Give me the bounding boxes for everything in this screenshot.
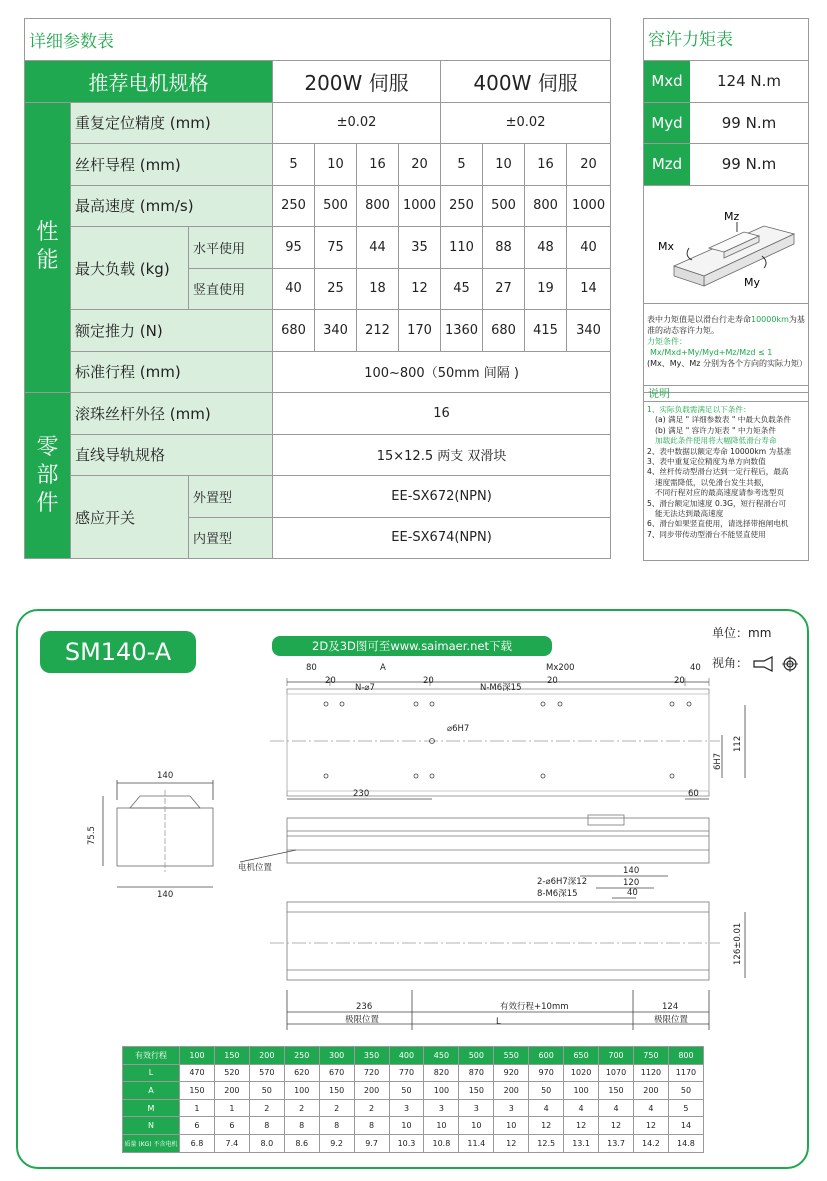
row-label: N <box>123 1117 180 1135</box>
table-cell: 8 <box>284 1117 319 1135</box>
lead-cell: 16 <box>357 144 399 186</box>
dim-60: 60 <box>688 789 699 799</box>
table-cell: 8.0 <box>249 1134 284 1152</box>
speed-cell: 800 <box>357 185 399 227</box>
table-cell: 720 <box>354 1064 389 1082</box>
table-cell: 200 <box>214 1082 249 1100</box>
sensor-int-label: 内置型 <box>189 517 273 559</box>
table-cell: 6 <box>180 1117 215 1135</box>
unit-label: 单位：mm <box>712 626 772 640</box>
hole-m6-b: 8-M6深15 <box>537 889 578 899</box>
stroke-header-cell: 100 <box>180 1047 215 1065</box>
stroke-header-cell: 150 <box>214 1047 249 1065</box>
stroke-header-cell: 600 <box>529 1047 564 1065</box>
stroke-value: 100~800（50mm 间隔 ) <box>273 351 611 393</box>
table-cell: 10.8 <box>424 1134 459 1152</box>
table-cell: 5 <box>668 1099 703 1117</box>
dim-140: 140 <box>157 771 174 781</box>
load_v-cell: 19 <box>525 268 567 310</box>
stroke-header-cell: 350 <box>354 1047 389 1065</box>
row-label: 质量 (KG) 不含电机 <box>123 1134 180 1152</box>
list-item: 能无法达到最高速度 <box>655 509 724 519</box>
dim-230: 230 <box>353 789 370 799</box>
load_h-cell: 35 <box>399 227 441 269</box>
screw-value: 16 <box>273 393 611 435</box>
table-row <box>123 1064 704 1082</box>
thrust-cell: 340 <box>315 310 357 352</box>
table-cell: 100 <box>564 1082 599 1100</box>
lead-cell: 10 <box>483 144 525 186</box>
table-row <box>123 1117 704 1135</box>
table-cell: 820 <box>424 1064 459 1082</box>
table-cell: 670 <box>319 1064 354 1082</box>
motor-400w: 400W 伺服 <box>441 61 611 103</box>
speed-label: 最高速度 (mm/s) <box>71 185 273 227</box>
sensor-label: 感应开关 <box>71 476 189 559</box>
load_h-cell: 48 <box>525 227 567 269</box>
speed-cell: 500 <box>483 185 525 227</box>
my-label: My <box>744 275 761 289</box>
table-cell: 7.4 <box>214 1134 249 1152</box>
limit-left: 极限位置 <box>345 1015 380 1025</box>
table-cell: 10 <box>389 1117 424 1135</box>
table-row <box>123 1134 704 1152</box>
table-cell: 11.4 <box>459 1134 494 1152</box>
table-cell: 12 <box>599 1117 634 1135</box>
dim-6h7: 6H7 <box>713 752 723 770</box>
stroke-header-cell: 550 <box>494 1047 529 1065</box>
thrust-cell: 680 <box>273 310 315 352</box>
table-cell: 1170 <box>668 1064 703 1082</box>
moment-key: Mzd <box>644 144 690 185</box>
dim-120: 120 <box>623 878 640 888</box>
stroke-header-cell: 750 <box>633 1047 668 1065</box>
row-label: M <box>123 1099 180 1117</box>
sensor-ext-value: EE-SX672(NPN) <box>273 476 611 518</box>
load-h-label: 水平使用 <box>189 227 273 269</box>
dim-124: 124 <box>662 1002 679 1012</box>
table-cell: 6.8 <box>180 1134 215 1152</box>
thrust-cell: 340 <box>567 310 611 352</box>
table-cell: 4 <box>564 1099 599 1117</box>
table-cell: 2 <box>319 1099 354 1117</box>
list-item: 1、实际负载需满足以下条件： <box>647 405 751 414</box>
stroke-header-cell: 400 <box>389 1047 424 1065</box>
spec-title: 详细参数表 <box>25 19 611 61</box>
table-cell: 150 <box>459 1082 494 1100</box>
table-cell: 150 <box>180 1082 215 1100</box>
mx-label: Mx <box>658 239 675 253</box>
moment-value: 124 N.m <box>717 72 781 91</box>
table-cell: 12 <box>633 1117 668 1135</box>
load_h-cell: 44 <box>357 227 399 269</box>
load_v-cell: 45 <box>441 268 483 310</box>
speed-cell: 250 <box>273 185 315 227</box>
table-row <box>123 1047 704 1065</box>
thrust-cell: 170 <box>399 310 441 352</box>
load_h-cell: 110 <box>441 227 483 269</box>
table-cell: 12 <box>494 1134 529 1152</box>
dim-a: A <box>380 663 386 673</box>
table-cell: 9.7 <box>354 1134 389 1152</box>
dim-140: 140 <box>157 890 174 900</box>
table-cell: 10 <box>494 1117 529 1135</box>
row-label: L <box>123 1064 180 1082</box>
lead-cell: 16 <box>525 144 567 186</box>
row-label: A <box>123 1082 180 1100</box>
lead-cell: 5 <box>441 144 483 186</box>
table-cell: 8 <box>249 1117 284 1135</box>
rail-label: 直线导轨规格 <box>71 434 273 476</box>
table-cell: 12.5 <box>529 1134 564 1152</box>
limit-right: 极限位置 <box>654 1015 689 1025</box>
table-cell: 50 <box>249 1082 284 1100</box>
stroke-table <box>122 1046 704 1153</box>
table-cell: 1120 <box>633 1064 668 1082</box>
load_v-cell: 40 <box>273 268 315 310</box>
view-label: 视角： <box>712 654 804 672</box>
table-cell: 3 <box>459 1099 494 1117</box>
repeat-label: 重复定位精度 (mm) <box>71 102 273 144</box>
table-cell: 620 <box>284 1064 319 1082</box>
list-item: 加载此条件使用将大幅降低滑台寿命 <box>655 436 777 446</box>
table-cell: 2 <box>354 1099 389 1117</box>
table-cell: 50 <box>668 1082 703 1100</box>
table-cell: 10 <box>424 1117 459 1135</box>
load-v-label: 竖直使用 <box>189 268 273 310</box>
sensor-ext-label: 外置型 <box>189 476 273 518</box>
load_v-cell: 25 <box>315 268 357 310</box>
speed-cell: 1000 <box>399 185 441 227</box>
table-cell: 150 <box>599 1082 634 1100</box>
table-cell: 3 <box>424 1099 459 1117</box>
table-cell: 150 <box>319 1082 354 1100</box>
hole-6h7-b: 2-⌀6H7深12 <box>537 877 588 887</box>
table-cell: 6 <box>214 1117 249 1135</box>
table-cell: 1 <box>214 1099 249 1117</box>
motor-spec-label: 推荐电机规格 <box>25 61 273 103</box>
table-cell: 3 <box>494 1099 529 1117</box>
table-cell: 3 <box>389 1099 424 1117</box>
dim-40: 40 <box>690 663 701 673</box>
section-parts: 零部件 <box>25 393 71 559</box>
motor-200w: 200W 伺服 <box>273 61 441 103</box>
table-cell: 50 <box>389 1082 424 1100</box>
table-cell: 14 <box>668 1117 703 1135</box>
table-cell: 14.8 <box>668 1134 703 1152</box>
table-cell: 200 <box>494 1082 529 1100</box>
table-cell: 970 <box>529 1064 564 1082</box>
table-cell: 870 <box>459 1064 494 1082</box>
dim-75: 75.5 <box>87 826 97 845</box>
table-cell: 10 <box>459 1117 494 1135</box>
list-item: 速度需降低，以免滑台发生共振， <box>655 477 769 487</box>
table-cell: 100 <box>284 1082 319 1100</box>
lead-cell: 5 <box>273 144 315 186</box>
stroke-header-cell: 800 <box>668 1047 703 1065</box>
list-item: 不同行程对应的最高速度请参考选型页 <box>655 488 785 498</box>
stroke-header-cell: 650 <box>564 1047 599 1065</box>
motor-position: 电机位置 <box>238 863 273 873</box>
screw-label: 滚珠丝杆外径 (mm) <box>71 393 273 435</box>
table-cell: 4 <box>633 1099 668 1117</box>
table-cell: 470 <box>180 1064 215 1082</box>
table-cell: 4 <box>529 1099 564 1117</box>
table-cell: 1070 <box>599 1064 634 1082</box>
list-item: (a) 满足 " 详细参数表 " 中最大负载条件 <box>655 415 791 425</box>
lead-cell: 20 <box>567 144 611 186</box>
table-cell: 10.3 <box>389 1134 424 1152</box>
moment-key: Mxd <box>644 61 690 102</box>
table-row <box>123 1082 704 1100</box>
table-cell: 2 <box>249 1099 284 1117</box>
table-cell: 570 <box>249 1064 284 1082</box>
table-cell: 8 <box>319 1117 354 1135</box>
load_v-cell: 18 <box>357 268 399 310</box>
moment-key: Myd <box>644 103 690 144</box>
dim-20: 20 <box>674 676 685 686</box>
moment-title: 容许力矩表 <box>644 19 808 61</box>
stroke-header-cell: 450 <box>424 1047 459 1065</box>
thrust-cell: 415 <box>525 310 567 352</box>
load_v-cell: 27 <box>483 268 525 310</box>
stroke-header-cell: 300 <box>319 1047 354 1065</box>
table-cell: 920 <box>494 1064 529 1082</box>
speed-cell: 500 <box>315 185 357 227</box>
table-cell: 50 <box>529 1082 564 1100</box>
dim-40b: 40 <box>627 888 638 898</box>
table-cell: 200 <box>354 1082 389 1100</box>
table-cell: 8.6 <box>284 1134 319 1152</box>
table-cell: 520 <box>214 1064 249 1082</box>
speed-cell: 250 <box>441 185 483 227</box>
table-cell: 100 <box>424 1082 459 1100</box>
table-cell: 8 <box>354 1117 389 1135</box>
download-link[interactable]: 2D及3D图可至www.saimaer.net下载 <box>272 636 552 656</box>
thrust-cell: 212 <box>357 310 399 352</box>
list-item: 7、同步带传动型滑台不能竖直使用 <box>647 529 766 539</box>
table-row <box>123 1099 704 1117</box>
speed-cell: 800 <box>525 185 567 227</box>
list-item: 3、表中重复定位精度为单方向数值 <box>647 457 766 467</box>
moment-note: 表中力矩值是以滑台行走寿命10000km为基 准的动态容许力矩。 力矩条件： Mx/Mxd+My/Myd+Mz/Mzd ≤ 1 (Mx、My、Mz 分别为各个方向的实际力矩） <box>647 314 808 368</box>
table-cell: 12 <box>564 1117 599 1135</box>
dim-126: 126±0.01 <box>733 922 743 965</box>
dim-mx200: Mx200 <box>546 663 575 673</box>
table-cell: 14.2 <box>633 1134 668 1152</box>
rail-value: 15×12.5 两支 双滑块 <box>273 434 611 476</box>
stroke-header-cell: 700 <box>599 1047 634 1065</box>
list-item: 4、丝杆传动型滑台达到一定行程后，最高 <box>647 467 789 477</box>
dim-20: 20 <box>547 676 558 686</box>
table-cell: 4 <box>599 1099 634 1117</box>
list-item: 2、表中数据以额定寿命 10000km 为基准 <box>647 446 792 456</box>
table-cell: 13.7 <box>599 1134 634 1152</box>
sensor-int-value: EE-SX674(NPN) <box>273 517 611 559</box>
list-item: (b) 满足 " 容许力矩表 " 中力矩条件 <box>655 425 776 435</box>
description-title: 说明 <box>644 386 808 402</box>
table-cell: 200 <box>633 1082 668 1100</box>
table-cell: 1 <box>180 1099 215 1117</box>
load_h-cell: 88 <box>483 227 525 269</box>
load-label: 最大负载 (kg) <box>71 227 189 310</box>
thrust-cell: 680 <box>483 310 525 352</box>
dim-20: 20 <box>325 676 336 686</box>
dim-l: L <box>496 1017 501 1027</box>
moment-value: 99 N.m <box>721 155 777 174</box>
thrust-cell: 1360 <box>441 310 483 352</box>
dim-effective: 有效行程+10mm <box>500 1002 569 1012</box>
table-cell: 9.2 <box>319 1134 354 1152</box>
speed-cell: 1000 <box>567 185 611 227</box>
dim-80: 80 <box>306 663 317 673</box>
load_v-cell: 12 <box>399 268 441 310</box>
list-item: 6、滑台如果竖直使用，请选择带抱闸电机 <box>647 519 789 529</box>
load_h-cell: 95 <box>273 227 315 269</box>
model-badge: SM140-A <box>40 631 196 673</box>
repeat-value-200w: ±0.02 <box>273 102 441 144</box>
table-cell: 1020 <box>564 1064 599 1082</box>
table-cell: 12 <box>529 1117 564 1135</box>
lead-label: 丝杆导程 (mm) <box>71 144 273 186</box>
table-cell: 770 <box>389 1064 424 1082</box>
stroke-header-cell: 200 <box>249 1047 284 1065</box>
load_v-cell: 14 <box>567 268 611 310</box>
lead-cell: 20 <box>399 144 441 186</box>
load_h-cell: 40 <box>567 227 611 269</box>
hole-nm6: N-M6深15 <box>480 683 522 693</box>
section-performance: 性能 <box>25 102 71 393</box>
list-item: 5、滑台额定加速度 0.3G，短行程滑台可 <box>647 498 787 508</box>
stroke-header-cell: 250 <box>284 1047 319 1065</box>
table-cell: 13.1 <box>564 1134 599 1152</box>
moment-value: 99 N.m <box>721 113 777 132</box>
hole-n7: N-⌀7 <box>355 683 375 693</box>
dim-112: 112 <box>733 735 743 752</box>
thrust-label: 额定推力 (N) <box>71 310 273 352</box>
mz-label: Mz <box>724 209 740 223</box>
repeat-value-400w: ±0.02 <box>441 102 611 144</box>
stroke-header-label: 有效行程 <box>123 1047 180 1065</box>
lead-cell: 10 <box>315 144 357 186</box>
stroke-label: 标准行程 (mm) <box>71 351 273 393</box>
table-cell: 2 <box>284 1099 319 1117</box>
dim-236: 236 <box>356 1002 373 1012</box>
dim-140b: 140 <box>623 866 640 876</box>
hole-6h7: ⌀6H7 <box>447 724 470 734</box>
stroke-header-cell: 500 <box>459 1047 494 1065</box>
dim-20: 20 <box>423 676 434 686</box>
load_h-cell: 75 <box>315 227 357 269</box>
